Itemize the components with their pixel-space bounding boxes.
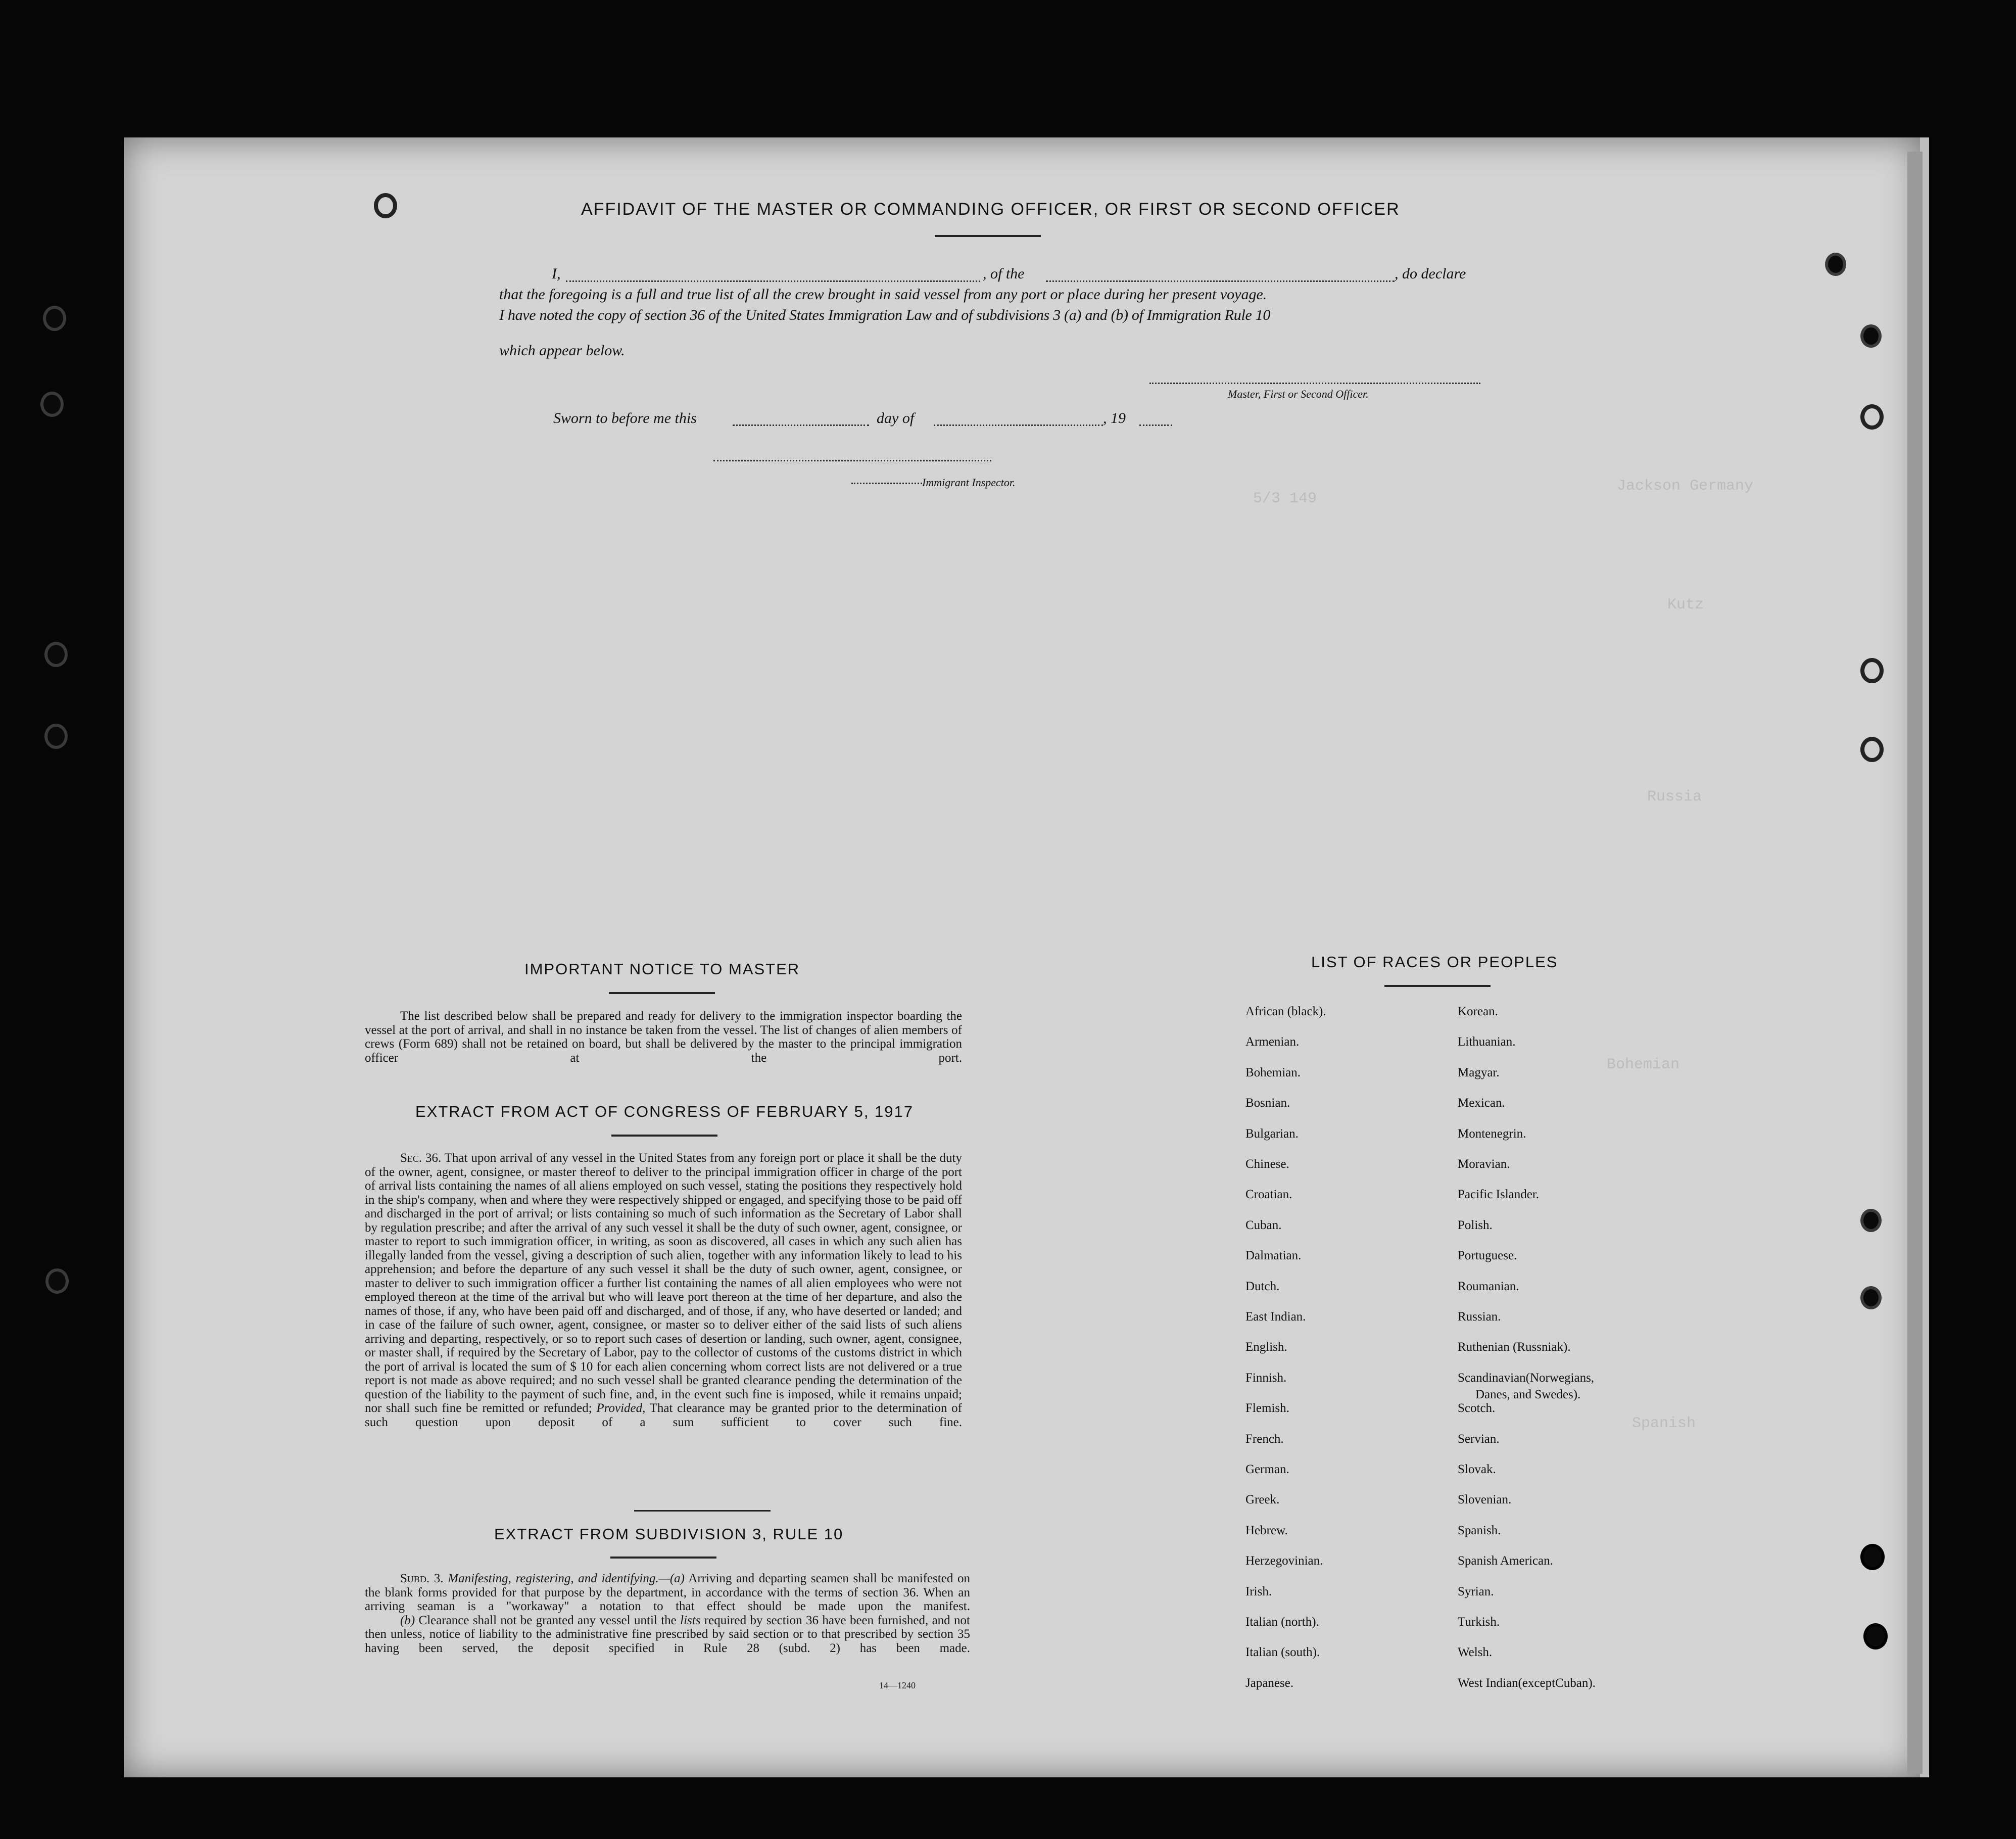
- binder-hole-icon: [1860, 658, 1884, 683]
- race-entry: Italian (north).: [1245, 1615, 1319, 1629]
- affidavit-line: which appear below.: [499, 342, 625, 359]
- rule-subdivision-text: Subd. 3. Manifesting, registering, and identifying.—(a) Arriving and departing seamen shall be manifested on the blank forms provided for that purpose by the department, in accordance with the terms of section 36. When an arriving seaman is a "workaway" a notation to that effect should be made upon the manifest. (b) Clearance shall not be granted any vessel until the lists required by section 36 have been furnished, and not then unless, notice of liability to the administrative fine prescribed by said section or to that prescribed by section 35 having been served, the deposit specified in Rule 28 (subd. 2) has been made.: [365, 1572, 971, 1655]
- race-entry: Dutch.: [1245, 1279, 1280, 1293]
- race-entry: Ruthenian (Russniak).: [1458, 1340, 1571, 1354]
- declarant-label: I,: [552, 265, 561, 282]
- race-entry: Danes, and Swedes).: [1475, 1388, 1581, 1402]
- inspector-caption: Immigrant Inspector.: [922, 476, 1016, 489]
- race-entry: German.: [1245, 1463, 1289, 1476]
- binder-hole-icon: [374, 193, 397, 218]
- bleed-through-text: Bohemian: [1607, 1056, 1680, 1073]
- race-entry: Montenegrin.: [1458, 1126, 1526, 1141]
- divider: [935, 235, 1041, 237]
- binder-hole-icon: [1860, 737, 1884, 762]
- bleed-through-text: Kutz: [1667, 596, 1704, 614]
- race-entry: Scandinavian(Norwegians,: [1458, 1371, 1595, 1385]
- sworn-month-field[interactable]: [934, 425, 1103, 426]
- notice-title: IMPORTANT NOTICE TO MASTER: [524, 960, 800, 978]
- binder-hole-icon: [1860, 1209, 1882, 1232]
- race-entry: African (black).: [1245, 1005, 1326, 1018]
- binder-hole-icon: [1860, 1544, 1885, 1570]
- divider: [611, 1135, 717, 1137]
- race-entry: Finnish.: [1245, 1371, 1287, 1385]
- race-entry: Slovenian.: [1458, 1493, 1512, 1507]
- divider: [610, 1557, 716, 1559]
- race-entry: Armenian.: [1245, 1035, 1300, 1049]
- do-declare-label: , do declare: [1395, 265, 1466, 282]
- race-entry: Slovak.: [1458, 1463, 1496, 1476]
- day-of-label: day of: [877, 410, 915, 427]
- race-entry: Russian.: [1458, 1310, 1501, 1324]
- binder-hole-icon: [1860, 404, 1884, 430]
- race-entry: Magyar.: [1458, 1065, 1500, 1079]
- race-entry: Cuban.: [1245, 1218, 1282, 1232]
- race-entry: Turkish.: [1458, 1615, 1500, 1629]
- signature-caption: Master, First or Second Officer.: [1228, 388, 1369, 400]
- bleed-through-text: Spanish: [1632, 1415, 1696, 1432]
- race-entry: English.: [1245, 1340, 1287, 1354]
- race-entry: Portuguese.: [1458, 1249, 1517, 1263]
- race-entry: Greek.: [1245, 1493, 1280, 1507]
- declarant-name-field[interactable]: [566, 280, 980, 282]
- vessel-name-field[interactable]: [1046, 280, 1395, 282]
- race-entry: Flemish.: [1245, 1401, 1289, 1416]
- affidavit-line: that the foregoing is a full and true list of all the crew brought in said vessel from any port or place during her present voyage.: [499, 286, 1267, 303]
- race-entry: Italian (south).: [1245, 1645, 1320, 1660]
- bleed-through-text: Jackson Germany: [1617, 478, 1754, 495]
- year-prefix-label: , 19: [1103, 410, 1126, 427]
- race-entry: Dalmatian.: [1245, 1249, 1302, 1263]
- race-entry: Hebrew.: [1245, 1523, 1288, 1537]
- race-entry: Lithuanian.: [1458, 1035, 1516, 1049]
- rule-extract-title: EXTRACT FROM SUBDIVISION 3, RULE 10: [494, 1525, 844, 1543]
- binder-hole-icon: [1863, 1623, 1888, 1649]
- form-number: 14—1240: [879, 1680, 916, 1690]
- sworn-label: Sworn to before me this: [553, 410, 697, 427]
- race-entry: East Indian.: [1245, 1310, 1306, 1324]
- bleed-through-text: 5/3 149: [1253, 490, 1317, 507]
- divider: [634, 1510, 771, 1512]
- inspector-signature-field[interactable]: [713, 460, 991, 461]
- race-entry: Chinese.: [1245, 1157, 1289, 1171]
- race-entry: Moravian.: [1458, 1157, 1510, 1171]
- binder-hole-icon: [43, 306, 66, 331]
- race-entry: Japanese.: [1245, 1676, 1294, 1690]
- of-the-label: , of the: [983, 265, 1025, 282]
- binder-hole-icon: [1825, 253, 1846, 276]
- inspector-signature-field[interactable]: [851, 483, 922, 484]
- race-entry: Pacific Islander.: [1458, 1188, 1540, 1202]
- page-edge: [1907, 152, 1923, 1774]
- bleed-through-text: Russia: [1647, 788, 1702, 806]
- divider: [609, 992, 715, 994]
- act-section-36-text: Sec. 36. That upon arrival of any vessel in the United States from any foreign port or place it shall be the duty of the owner, agent, consignee, or master thereof to deliver to the principal immigration officer in charge of the port of arrival lists containing the names of all aliens employed on such vessel, stating the positions they respectively hold in the ship's company, when and where they were respectively shipped or engaged, and specifying those to be paid off and discharged in the port of arrival; or lists containing so much of such information as the Secretary of Labor shall by regulation prescribe; and after the arrival of any such vessel it shall be the duty of such owner, agent, consignee, or master to report to such immigration officer, in writing, as soon as discovered, all cases in which any such alien has illegally landed from the vessel, giving a description of such alien, together with any information likely to lead to his apprehension; and before the departure of any such vessel it shall be the duty of such owner, agent, consignee, or master to deliver to such immigration officer a further list containing the names of all alien employees who were not employed thereon at the time of the arrival but who will leave port thereon at the time of her departure, and also the names of those, if any, who have been paid off and discharged, and of those, if any, who have deserted or landed; and in case of the failure of such owner, agent, consignee, or master so to deliver either of the said lists of such aliens arriving and departing, respectively, or so to report such cases of desertion or landing, such owner, agent, consignee, or master shall, if required by the Secretary of Labor, pay to the collector of customs of the customs district in which the port of arrival is located the sum of $ 10 for each alien concerning whom correct lists are not delivered or a true report is not made as above required; and no such vessel shall be granted clearance pending the determination of the question of the liability to the payment of such fine, and, in the event such fine is imposed, while it remains unpaid; nor shall such fine be remitted or refunded; Provided, That clearance may be granted prior to the determination of such question upon deposit of a sum sufficient to cover such fine.: [365, 1151, 963, 1429]
- divider: [1384, 985, 1491, 987]
- race-entry: Korean.: [1458, 1005, 1498, 1018]
- race-entry: Spanish American.: [1458, 1554, 1553, 1568]
- race-entry: Roumanian.: [1458, 1279, 1519, 1293]
- race-entry: Bulgarian.: [1245, 1126, 1299, 1141]
- race-entry: Mexican.: [1458, 1096, 1505, 1110]
- sworn-year-field[interactable]: [1139, 425, 1172, 426]
- races-title: LIST OF RACES OR PEOPLES: [1311, 953, 1558, 971]
- race-entry: Scotch.: [1458, 1401, 1496, 1416]
- binder-hole-icon: [44, 642, 68, 667]
- binder-hole-icon: [1860, 1286, 1882, 1309]
- race-entry: Servian.: [1458, 1432, 1500, 1446]
- binder-hole-icon: [45, 1268, 69, 1294]
- affidavit-line: I have noted the copy of section 36 of the United States Immigration Law and of subdivisions 3 (a) and (b) of Immigration Rule 10: [499, 307, 1271, 323]
- race-entry: Bohemian.: [1245, 1065, 1301, 1079]
- race-entry: Bosnian.: [1245, 1096, 1290, 1110]
- race-entry: Spanish.: [1458, 1523, 1501, 1537]
- affidavit-title: AFFIDAVIT OF THE MASTER OR COMMANDING OFFICER, OR FIRST OR SECOND OFFICER: [581, 200, 1400, 219]
- race-entry: Welsh.: [1458, 1645, 1493, 1660]
- notice-text: The list described below shall be prepared and ready for delivery to the immigration inspector boarding the vessel at the port of arrival, and shall in no instance be taken from the vessel. The list of changes of alien members of crews (Form 689) shall not be retained on board, but shall be delivered by the master to the principal immigration officer at the port.: [365, 1009, 962, 1065]
- race-entry: Herzegovinian.: [1245, 1554, 1323, 1568]
- race-entry: West Indian(exceptCuban).: [1458, 1676, 1596, 1690]
- race-entry: Syrian.: [1458, 1584, 1494, 1598]
- section-label: Sec. 36.: [400, 1151, 442, 1165]
- act-extract-title: EXTRACT FROM ACT OF CONGRESS OF FEBRUARY 5, 1917: [415, 1103, 914, 1120]
- race-entry: French.: [1245, 1432, 1284, 1446]
- race-entry: Irish.: [1245, 1584, 1272, 1598]
- binder-hole-icon: [1860, 324, 1882, 348]
- binder-hole-icon: [44, 724, 68, 749]
- sworn-day-field[interactable]: [733, 425, 869, 426]
- binder-hole-icon: [40, 392, 64, 417]
- race-entry: Croatian.: [1245, 1188, 1292, 1202]
- race-entry: Polish.: [1458, 1218, 1493, 1232]
- document-page: [124, 137, 1929, 1777]
